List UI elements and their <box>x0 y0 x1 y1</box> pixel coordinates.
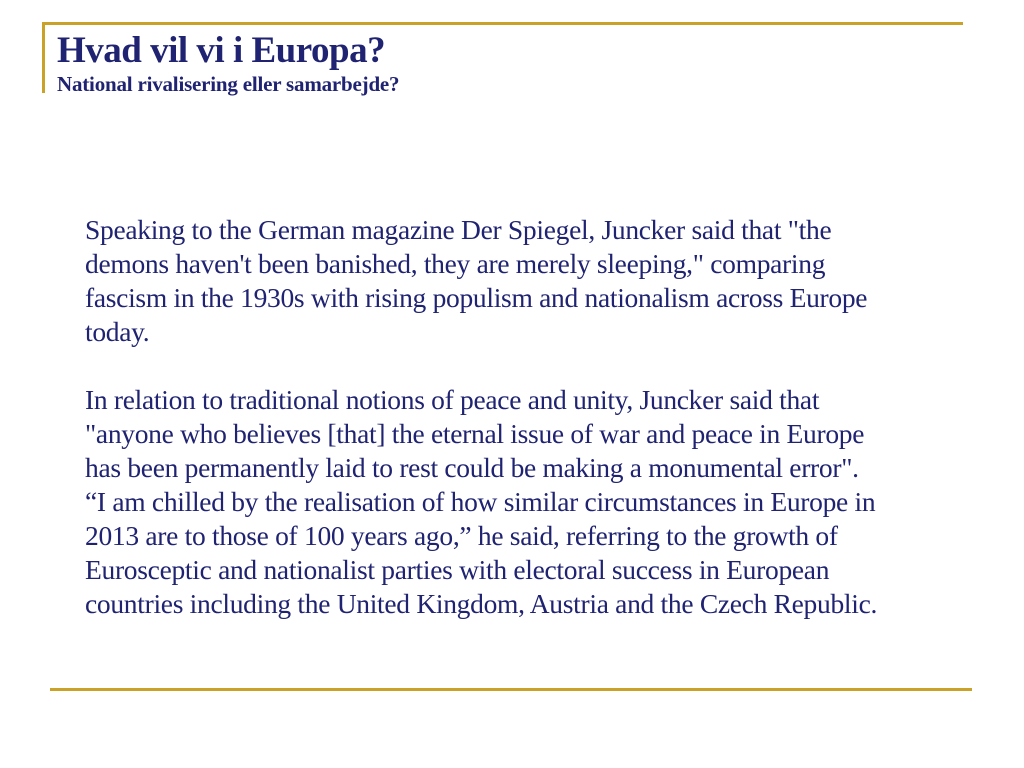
body-line: demons haven't been banished, they are merely sleeping," comparing <box>85 248 826 279</box>
body-line: Eurosceptic and nationalist parties with electoral success in European <box>85 554 830 585</box>
body-line: has been permanently laid to rest could be making a monumental error". <box>85 452 859 483</box>
body-line: “I am chilled by the realisation of how similar circumstances in Europe in <box>85 486 876 517</box>
bottom-horizontal-rule <box>50 688 972 691</box>
body-line: "anyone who believes [that] the eternal issue of war and peace in Europe <box>85 418 865 449</box>
body-line: fascism in the 1930s with rising populism and nationalism across Europe <box>85 282 868 313</box>
title-block <box>57 29 937 96</box>
body-text <box>85 213 945 621</box>
body-line: today. <box>85 316 150 347</box>
body-line: In relation to traditional notions of peace and unity, Juncker said that <box>85 384 820 415</box>
body-line: countries including the United Kingdom, Austria and the Czech Republic. <box>85 588 878 619</box>
slide-subtitle: National rivalisering eller samarbejde? <box>57 72 400 96</box>
top-horizontal-rule <box>42 22 963 25</box>
slide-title: Hvad vil vi i Europa? <box>57 30 386 71</box>
title-vertical-rule <box>42 22 45 93</box>
paragraph-2 <box>85 383 945 621</box>
body-line: 2013 are to those of 100 years ago,” he said, referring to the growth of <box>85 520 838 551</box>
paragraph-1 <box>85 213 945 349</box>
body-line: Speaking to the German magazine Der Spiegel, Juncker said that "the <box>85 214 832 245</box>
